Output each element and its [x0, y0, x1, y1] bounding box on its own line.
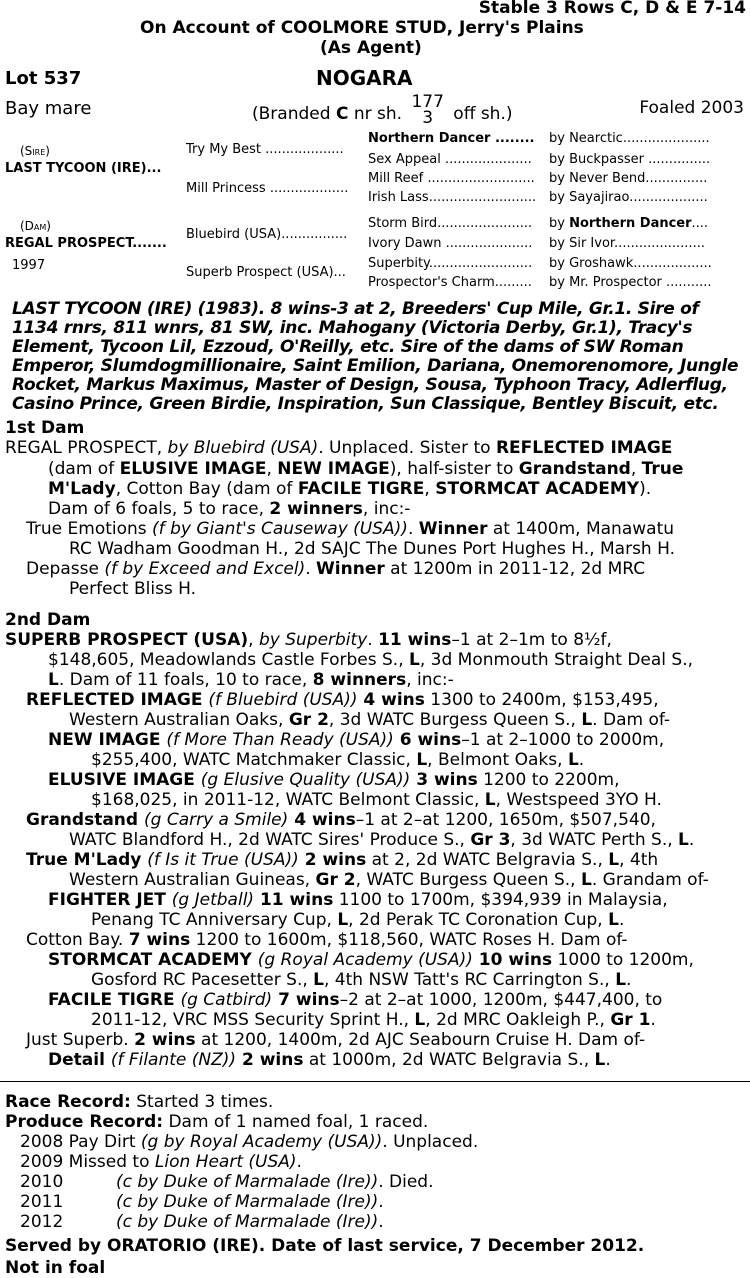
second-dam-line: 2011-12, VRC MSS Security Sprint H., L, 2d MRC Oakleigh P., Gr 1. [91, 1010, 656, 1030]
second-dam-line: Detail (f Filante (NZ)) 2 wins at 1000m, 2d WATC Belgravia S., L. [48, 1050, 611, 1070]
gg-by-3: by Never Bend............... [549, 171, 708, 186]
sire-name: LAST TYCOON (IRE)... [5, 161, 162, 176]
produce-entry: 2011 [20, 1192, 64, 1212]
sire-sire: Try My Best ................... [186, 142, 344, 157]
sire-summary-line: Casino Prince, Green Birdie, Inspiration, Sun Classique, Bentley Biscuit, etc. [12, 394, 719, 414]
dam-foaled-year: 1997 [12, 258, 46, 273]
first-dam-line: RC Wadham Goodman H., 2d SAJC The Dunes Port Hughes H., Marsh H. [69, 539, 675, 559]
first-dam-line: REGAL PROSPECT, by Bluebird (USA). Unplaced. Sister to REFLECTED IMAGE [5, 438, 673, 458]
gg-name-4: Irish Lass.......................... [368, 190, 537, 205]
sire-summary-line: Emperor, Slumdogmillionaire, Saint Emilion, Dariana, Onemorenomore, Jungle [12, 356, 739, 376]
brand-bottom: 3 [422, 108, 434, 128]
second-dam-line: Penang TC Anniversary Cup, L, 2d Perak TC Coronation Cup, L. [91, 910, 625, 930]
second-dam-line: Western Australian Oaks, Gr 2, 3d WATC Burgess Queen S., L. Dam of- [69, 710, 671, 730]
brand-mid: nr sh. [353, 104, 403, 124]
brand-letter: C [335, 104, 349, 124]
second-dam-line: $168,025, in 2011-12, WATC Belmont Classic, L, Westspeed 3YO H. [91, 790, 662, 810]
brand-fraction [411, 94, 443, 126]
second-dam-heading: 2nd Dam [5, 610, 91, 630]
gg-name-7: Superbity......................... [368, 256, 533, 271]
first-dam-line: Dam of 6 foals, 5 to race, 2 winners, inc:- [48, 499, 411, 519]
sire-summary-line: Rocket, Markus Maximus, Master of Design, Sousa, Typhoon Tracy, Adlerflug, [12, 375, 728, 395]
second-dam-line: Cotton Bay. 7 wins 1200 to 1600m, $118,560, WATC Roses H. Dam of- [26, 930, 628, 950]
dam-label: (Dam) [20, 219, 51, 233]
sire-summary-line: Element, Tycoon Lil, Ezzoud, O'Reilly, etc. Sire of the dams of SW Roman [12, 337, 684, 357]
foal-status: Not in foal [5, 1258, 106, 1278]
second-dam-line: FIGHTER JET (g Jetball) 11 wins 1100 to 1700m, $394,939 in Malaysia, [48, 890, 668, 910]
dam-name: REGAL PROSPECT....... [5, 236, 167, 251]
vendor-account: On Account of COOLMORE STUD, Jerry's Plains [140, 18, 584, 38]
produce-entry: 2010 [20, 1172, 64, 1192]
section-divider [0, 1081, 750, 1082]
sire-dam: Mill Princess ................... [186, 181, 349, 196]
gg-name-3: Mill Reef .......................... [368, 171, 535, 186]
produce-entry: 2009 Missed to Lion Heart (USA). [20, 1152, 302, 1172]
second-dam-line: $255,400, WATC Matchmaker Classic, L, Belmont Oaks, L. [91, 750, 585, 770]
stable-location: Stable 3 Rows C, D & E 7-14 [478, 0, 746, 18]
gg-name-2: Sex Appeal ..................... [368, 152, 532, 167]
gg-name-8: Prospector's Charm......... [368, 275, 532, 290]
gg-name-1: Northern Dancer ........ [368, 131, 535, 146]
gg-by-5: by Northern Dancer.... [549, 216, 709, 231]
second-dam-line: NEW IMAGE (f More Than Ready (USA)) 6 wins–1 at 2–1000 to 2000m, [48, 730, 665, 750]
gg-name-5: Storm Bird....................... [368, 216, 533, 231]
second-dam-line: ELUSIVE IMAGE (g Elusive Quality (USA)) 3 wins 1200 to 2200m, [48, 770, 620, 790]
second-dam-line: L. Dam of 11 foals, 10 to race, 8 winners, inc:- [48, 670, 454, 690]
second-dam-line: Western Australian Guineas, Gr 2, WATC Burgess Queen S., L. Grandam of- [69, 870, 709, 890]
second-dam-line: FACILE TIGRE (g Catbird) 7 wins–2 at 2–at 1000, 1200m, $447,400, to [48, 990, 663, 1010]
sire-label: (Sire) [20, 144, 50, 158]
produce-entry-detail: (c by Duke of Marmalade (Ire)). [116, 1212, 384, 1232]
gg-by-4: by Sayajirao................... [549, 190, 708, 205]
gg-by-2: by Buckpasser ............... [549, 152, 711, 167]
brand-prefix: (Branded [252, 104, 331, 124]
sire-summary-line: 1134 rnrs, 811 wnrs, 81 SW, inc. Mahogany (Victoria Derby, Gr.1), Tracy's [12, 318, 693, 338]
sire-summary-line: LAST TYCOON (IRE) (1983). 8 wins-3 at 2, Breeders' Cup Mile, Gr.1. Sire of [12, 299, 699, 319]
second-dam-line: WATC Blandford H., 2d WATC Sires' Produce S., Gr 3, 3d WATC Perth S., L. [69, 830, 695, 850]
second-dam-line: REFLECTED IMAGE (f Bluebird (USA)) 4 wins 1300 to 2400m, $153,495, [26, 690, 659, 710]
horse-sex: Bay mare [5, 98, 92, 119]
first-dam-line: True Emotions (f by Giant's Causeway (USA)). Winner at 1400m, Manawatu [26, 519, 675, 539]
vendor-agent: (As Agent) [320, 38, 422, 58]
brand [252, 92, 513, 130]
race-record: Race Record: Started 3 times. [5, 1092, 274, 1112]
gg-by-6: by Sir Ivor...................... [549, 236, 705, 251]
second-dam-line: Gosford RC Pacesetter S., L, 4th NSW Tatt's RC Carrington S., L. [91, 970, 632, 990]
second-dam-line: $148,605, Meadowlands Castle Forbes S., L, 3d Monmouth Straight Deal S., [48, 650, 694, 670]
second-dam-line: STORMCAT ACADEMY (g Royal Academy (USA)) 10 wins 1000 to 1200m, [48, 950, 694, 970]
service-note: Served by ORATORIO (IRE). Date of last service, 7 December 2012. [5, 1236, 645, 1256]
gg-by-7: by Groshawk................... [549, 256, 712, 271]
dam-sire: Bluebird (USA)................ [186, 227, 348, 242]
dam-dam: Superb Prospect (USA)... [186, 265, 346, 280]
first-dam-line: (dam of ELUSIVE IMAGE, NEW IMAGE), half-sister to Grandstand, True [48, 459, 684, 479]
produce-entry: 2012 [20, 1212, 64, 1232]
first-dam-line: Perfect Bliss H. [69, 579, 197, 599]
gg-by-8: by Mr. Prospector ........... [549, 275, 712, 290]
second-dam-line: Just Superb. 2 wins at 1200, 1400m, 2d AJC Seabourn Cruise H. Dam of- [26, 1030, 646, 1050]
second-dam-line: SUPERB PROSPECT (USA), by Superbity. 11 wins–1 at 2–1m to 8½f, [5, 630, 612, 650]
brand-suffix: off sh.) [453, 104, 513, 124]
second-dam-line: True M'Lady (f Is it True (USA)) 2 wins at 2, 2d WATC Belgravia S., L, 4th [26, 850, 659, 870]
foaled-year: Foaled 2003 [639, 98, 744, 118]
lot-number: Lot 537 [5, 68, 82, 89]
produce-entry: 2008 Pay Dirt (g by Royal Academy (USA)). Unplaced. [20, 1132, 479, 1152]
first-dam-line: Depasse (f by Exceed and Excel). Winner at 1200m in 2011-12, 2d MRC [26, 559, 646, 579]
first-dam-line: M'Lady, Cotton Bay (dam of FACILE TIGRE, STORMCAT ACADEMY). [48, 479, 652, 499]
brand-top: 177 [411, 92, 444, 112]
gg-name-6: Ivory Dawn ..................... [368, 236, 533, 251]
produce-record: Produce Record: Dam of 1 named foal, 1 raced. [5, 1112, 429, 1132]
first-dam-heading: 1st Dam [5, 418, 85, 438]
second-dam-line: Grandstand (g Carry a Smile) 4 wins–1 at 2–at 1200, 1650m, $507,540, [26, 810, 656, 830]
gg-by-1: by Nearctic..................... [549, 131, 710, 146]
produce-entry-detail: (c by Duke of Marmalade (Ire)). [116, 1192, 384, 1212]
produce-entry-detail: (c by Duke of Marmalade (Ire)). Died. [116, 1172, 434, 1192]
sire-summary [12, 300, 740, 414]
horse-name: NOGARA [316, 66, 413, 90]
